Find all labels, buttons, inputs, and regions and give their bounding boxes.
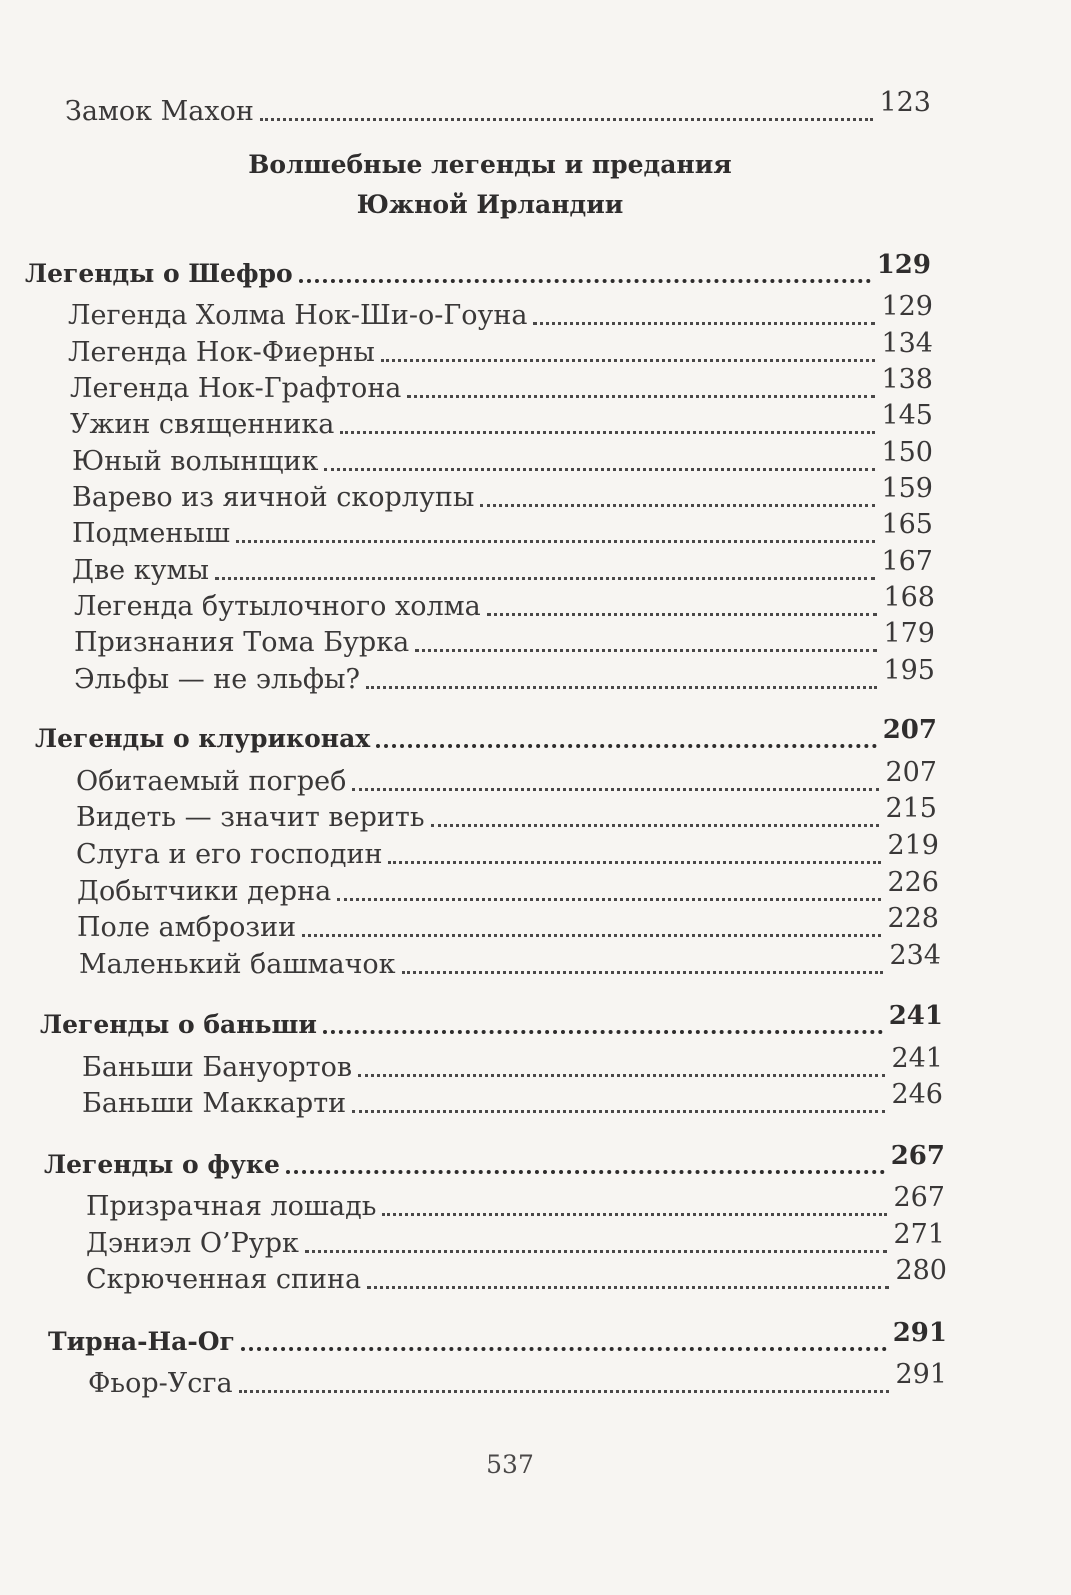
toc-entry bbox=[86, 1255, 947, 1296]
toc-entry-title: Баньши Бануортов bbox=[82, 1052, 353, 1083]
toc-entry-title: Легенда Холма Нок-Ши-о-Гоуна bbox=[68, 300, 528, 331]
toc-entry-page: 241 bbox=[891, 1043, 943, 1074]
toc-entry-page: 134 bbox=[881, 328, 933, 359]
page-number: 537 bbox=[486, 1450, 534, 1479]
dot-leader bbox=[367, 1278, 889, 1289]
dot-leader bbox=[366, 678, 878, 689]
toc-entry-page: 129 bbox=[881, 291, 933, 322]
dot-leader bbox=[352, 780, 879, 791]
dot-leader bbox=[337, 890, 881, 901]
toc-entry-page: 234 bbox=[889, 940, 941, 971]
toc-entry-page: 226 bbox=[887, 867, 939, 898]
toc-entry-title: Ужин священника bbox=[70, 409, 335, 440]
toc-group-heading bbox=[35, 715, 937, 755]
toc-entry-page: 291 bbox=[895, 1359, 947, 1390]
toc-entry-title: Добытчики дерна bbox=[77, 876, 332, 907]
toc-entry-title: Поле амброзии bbox=[77, 912, 297, 943]
toc-entry-title: Баньши Маккарти bbox=[82, 1088, 347, 1119]
toc-entry bbox=[70, 364, 933, 405]
toc-entry-title: Дэниэл О’Рурк bbox=[86, 1228, 299, 1259]
toc-group-page: 291 bbox=[892, 1318, 947, 1348]
toc-entry bbox=[76, 830, 939, 871]
dot-leader bbox=[241, 1339, 887, 1351]
toc-entry-title: Две кумы bbox=[72, 555, 209, 586]
dot-leader bbox=[407, 387, 875, 398]
toc-entry-title: Признания Тома Бурка bbox=[74, 627, 410, 658]
toc-entry-page: 215 bbox=[885, 793, 937, 824]
toc-entry bbox=[82, 1043, 943, 1084]
dot-leader bbox=[340, 423, 875, 434]
toc-entry-title: Фьор-Усга bbox=[88, 1368, 233, 1399]
section-heading-line2: Южной Ирландии bbox=[356, 190, 624, 219]
toc-entry-title: Обитаемый погреб bbox=[76, 766, 347, 797]
toc-entry-page: 271 bbox=[893, 1219, 945, 1250]
toc-entry bbox=[74, 582, 935, 623]
toc-entry-page: 179 bbox=[883, 618, 935, 649]
dot-leader bbox=[324, 460, 875, 471]
dot-leader bbox=[236, 532, 875, 543]
toc-entry-page: 228 bbox=[887, 903, 939, 934]
dot-leader bbox=[286, 1162, 885, 1174]
dot-leader bbox=[305, 1242, 888, 1253]
dot-leader bbox=[415, 641, 877, 652]
toc-entry-page: 267 bbox=[893, 1182, 945, 1213]
toc-entry-page: 246 bbox=[891, 1079, 943, 1110]
toc-entry-title: Видеть — значит верить bbox=[76, 802, 425, 833]
toc-entry-title: Скрюченная спина bbox=[86, 1264, 362, 1295]
toc-entry-title: Слуга и его господин bbox=[76, 839, 383, 870]
toc-group-title: Легенды о клуриконах bbox=[35, 724, 371, 753]
toc-entry-page: 167 bbox=[881, 546, 933, 577]
dot-leader bbox=[352, 1102, 885, 1113]
toc-entry-page: 159 bbox=[881, 473, 933, 504]
toc-entry bbox=[68, 328, 933, 369]
toc-entry-title: Легенда Нок-Фиерны bbox=[68, 337, 375, 368]
dot-leader bbox=[302, 926, 881, 937]
toc-group-heading bbox=[48, 1318, 947, 1358]
dot-leader bbox=[480, 496, 875, 507]
toc-group-heading bbox=[25, 250, 931, 290]
toc-entry bbox=[65, 87, 931, 128]
section-heading-line1: Волшебные легенды и предания bbox=[248, 150, 732, 179]
dot-leader bbox=[431, 816, 880, 827]
toc-entry bbox=[74, 618, 935, 659]
toc-group-page: 129 bbox=[876, 250, 931, 280]
toc-group-heading bbox=[44, 1141, 945, 1181]
toc-entry bbox=[68, 291, 933, 332]
toc-entry bbox=[79, 940, 941, 981]
dot-leader bbox=[381, 351, 876, 362]
toc-entry-title: Юный волынщик bbox=[72, 446, 319, 477]
toc-entry-page: 138 bbox=[881, 364, 933, 395]
dot-leader bbox=[260, 110, 874, 121]
toc-group-page: 207 bbox=[882, 715, 937, 745]
toc-entry-title: Легенда бутылочного холма bbox=[74, 591, 481, 622]
toc-entry bbox=[82, 1079, 943, 1120]
toc-group-title: Легенды о Шефро bbox=[25, 259, 293, 288]
dot-leader bbox=[402, 963, 884, 974]
dot-leader bbox=[388, 853, 881, 864]
toc-entry-page: 280 bbox=[895, 1255, 947, 1286]
toc-entry bbox=[70, 400, 933, 441]
dot-leader bbox=[299, 271, 871, 283]
toc-group-title: Легенды о фуке bbox=[44, 1150, 280, 1179]
toc-entry-page: 219 bbox=[887, 830, 939, 861]
toc-entry bbox=[72, 473, 933, 514]
toc-entry-title: Варево из яичной скорлупы bbox=[72, 482, 475, 513]
toc-entry bbox=[77, 867, 939, 908]
toc-group-title: Легенды о баньши bbox=[40, 1010, 317, 1039]
dot-leader bbox=[533, 314, 875, 325]
toc-entry bbox=[76, 757, 937, 798]
toc-group-heading bbox=[40, 1001, 943, 1041]
toc-entry bbox=[86, 1182, 945, 1223]
toc-entry-title: Призрачная лошадь bbox=[86, 1191, 377, 1222]
toc-entry bbox=[74, 655, 935, 696]
toc-entry bbox=[77, 903, 939, 944]
toc-entry bbox=[76, 793, 937, 834]
dot-leader bbox=[487, 605, 878, 616]
dot-leader bbox=[239, 1382, 890, 1393]
toc-entry bbox=[88, 1359, 947, 1400]
toc-entry-title: Подменыш bbox=[72, 518, 230, 549]
toc-entry bbox=[72, 546, 933, 587]
toc-entry-page: 150 bbox=[881, 437, 933, 468]
dot-leader bbox=[215, 569, 875, 580]
toc-entry bbox=[72, 437, 933, 478]
dot-leader bbox=[382, 1205, 887, 1216]
toc-entry-page: 123 bbox=[879, 87, 931, 118]
dot-leader bbox=[358, 1066, 885, 1077]
toc-entry-page: 207 bbox=[885, 757, 937, 788]
dot-leader bbox=[376, 736, 877, 748]
toc-entry-page: 165 bbox=[881, 509, 933, 540]
toc-entry-page: 195 bbox=[883, 655, 935, 686]
toc-group-page: 267 bbox=[890, 1141, 945, 1171]
toc-entry-title: Эльфы — не эльфы? bbox=[74, 664, 360, 695]
toc-entry-page: 145 bbox=[881, 400, 933, 431]
section-heading bbox=[160, 145, 820, 225]
toc-group-title: Тирна-На-Ог bbox=[48, 1327, 235, 1356]
toc-entry-page: 168 bbox=[883, 582, 935, 613]
toc-entry-title: Замок Махон bbox=[65, 96, 254, 127]
toc-entry bbox=[72, 509, 933, 550]
toc-group-page: 241 bbox=[888, 1001, 943, 1031]
toc-entry-title: Легенда Нок-Графтона bbox=[70, 373, 402, 404]
dot-leader bbox=[323, 1022, 883, 1034]
toc-entry-title: Маленький башмачок bbox=[79, 949, 396, 980]
toc-entry bbox=[86, 1219, 945, 1260]
